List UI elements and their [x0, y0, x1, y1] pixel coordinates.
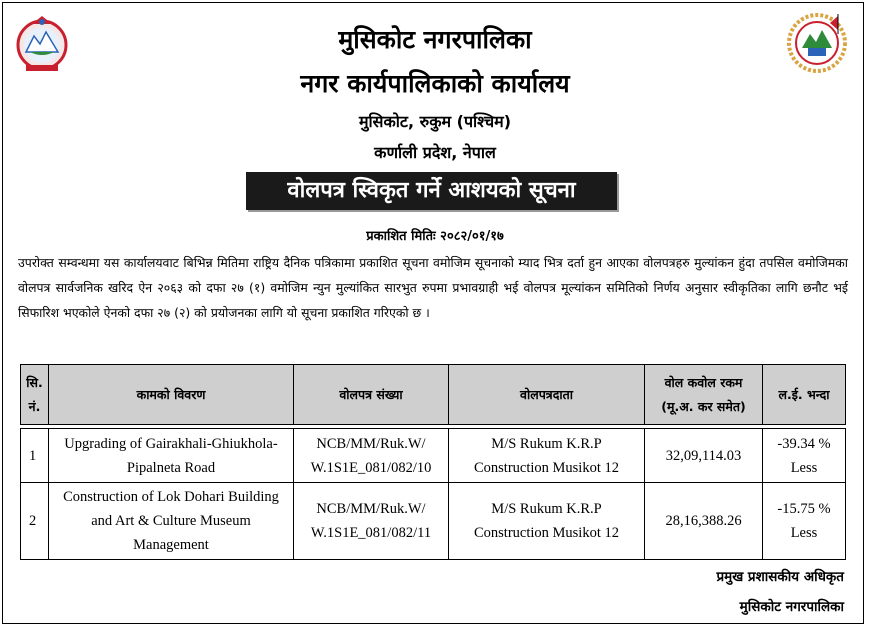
- cell-description: Construction of Lok Dohari Building and Art & Culture Museum Management: [49, 483, 294, 560]
- province-country: कर्णाली प्रदेश, नेपाल: [374, 143, 496, 162]
- header-serial: सि. नं.: [21, 365, 49, 425]
- notice-body-text: उपरोक्त सम्वन्धमा यस कार्यालयवाट बिभिन्न मितिमा राष्ट्रिय दैनिक पत्रिकामा प्रकाशित सूचना वमोजिम सूचनाको म्याद भित्र दर्ता हुन आएका वोलपत्रहरु मुल्यांकन हुंदा तपसिल वमोजिमका वोलपत्र सार्वजनिक खरिद ऐन २०६३ को दफा २७ (१) वमोजिम न्युन मुल्यांकित सारभुत रुपमा प्रभावग्राही भई वोलपत्र मूल्यांकन समितिको निर्णय अनुसार स्वीकृतिका लागि छनौट भई सिफारिश भएकोले ऐनको दफा २७ (२) को प्रयोजनका लागि यो सूचना प्रकाशित गरिएको छ ।: [18, 255, 848, 320]
- header-vs-estimate: ल.ई. भन्दा: [763, 365, 846, 425]
- header-bid-amount: वोल कवोल रकम (मू.अ. कर समेत): [645, 365, 763, 425]
- signatory-office: मुसिकोट नगरपालिका: [739, 599, 844, 615]
- cell-bid-number: NCB/MM/Ruk.W/ W.1S1E_081/082/11: [294, 483, 449, 560]
- table-row: [21, 483, 846, 560]
- cell-description: Upgrading of Gairakhali-Ghiukhola- Pipalneta Road: [49, 429, 294, 483]
- cell-bidder: M/S Rukum K.R.P Construction Musikot 12: [449, 429, 645, 483]
- cell-bid-number: NCB/MM/Ruk.W/ W.1S1E_081/082/10: [294, 429, 449, 483]
- header-description: कामको विवरण: [49, 365, 294, 425]
- notice-title-banner: वोलपत्र स्विकृत गर्ने आशयको सूचना: [246, 172, 617, 210]
- cell-bidder: M/S Rukum K.R.P Construction Musikot 12: [449, 483, 645, 560]
- cell-vs-estimate: -39.34 % Less: [763, 429, 846, 483]
- cell-serial: 2: [21, 483, 49, 560]
- cell-serial: 1: [21, 429, 49, 483]
- office-name: नगर कार्यपालिकाको कार्यालय: [300, 69, 570, 98]
- cell-vs-estimate: -15.75 % Less: [763, 483, 846, 560]
- table-header-row: [21, 365, 846, 425]
- cell-bid-amount: 28,16,388.26: [645, 483, 763, 560]
- header-bid-number: वोलपत्र संख्या: [294, 365, 449, 425]
- published-date: प्रकाशित मितिः २०८२/०१/१७: [366, 229, 504, 244]
- header-bidder: वोलपत्रदाता: [449, 365, 645, 425]
- table-row: [21, 429, 846, 483]
- office-address: मुसिकोट, रुकुम (पश्चिम): [358, 112, 512, 131]
- bid-table: [20, 364, 846, 560]
- cell-bid-amount: 32,09,114.03: [645, 429, 763, 483]
- signatory-designation: प्रमुख प्रशासकीय अधिकृत: [716, 569, 844, 585]
- municipality-name: मुसिकोट नगरपालिका: [338, 25, 532, 54]
